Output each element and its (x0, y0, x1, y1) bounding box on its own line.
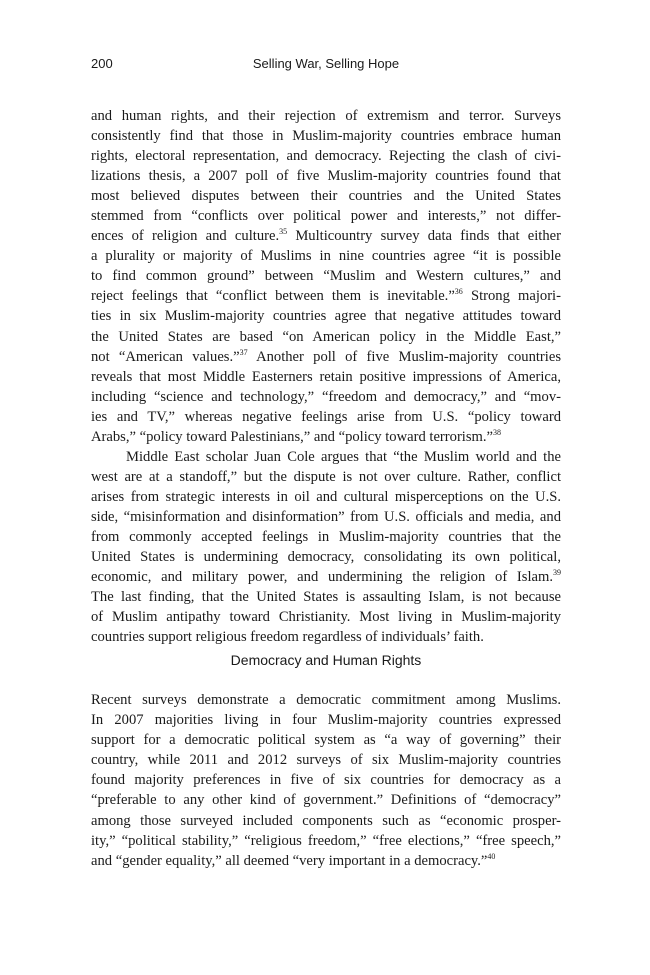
text-line: reveals that most Middle Easterners retain positive impressions of America, (91, 368, 561, 385)
text-line: most believed disputes between their countries and the United States (91, 188, 561, 205)
running-title: Selling War, Selling Hope (252, 56, 400, 71)
text-line: of Muslim antipathy toward Christianity. Most living in Muslim-majority (91, 609, 561, 626)
text-line: side, “misinformation and disinformation” from U.S. officials and media, and (91, 508, 561, 525)
text-line: and human rights, and their rejection of extremism and terror. Surveys (91, 108, 561, 124)
text-line: The last finding, that the United States is assaulting Islam, is not because (91, 589, 561, 606)
text-line: ies and TV,” whereas negative feelings arise from U.S. “policy toward (91, 408, 561, 425)
text-line: In 2007 majorities living in four Muslim-majority countries expressed (91, 712, 561, 729)
section-heading: Democracy and Human Rights (230, 652, 422, 668)
text-line: lizations thesis, a 2007 poll of five Muslim-majority countries found that (91, 168, 561, 185)
note-reference: 38 (493, 427, 502, 437)
paragraph (91, 106, 561, 447)
paragraph (91, 690, 561, 871)
text-line: stemmed from “conflicts over political power and interests,” not differ- (91, 208, 561, 225)
text-line: support for a democratic political system as “a way of governing” their (91, 732, 561, 749)
text-line: west are at a standoff,” but the dispute is not over culture. Rather, conflict (91, 468, 561, 485)
text-line: found majority preferences in five of six countries for democracy as a (91, 772, 561, 789)
text-line: country, while 2011 and 2012 surveys of six Muslim-majority countries (91, 752, 561, 769)
page-number: 200 (91, 56, 113, 71)
text-line: arises from strategic interests in oil and cultural misperceptions on the U.S. (91, 488, 561, 505)
text-line: ity,” “political stability,” “religious freedom,” “free elections,” “free speech,” (91, 832, 561, 849)
text-line: reject feelings that “conflict between them is inevitable.”$^{36}$ Strong majori- (91, 287, 561, 305)
note-reference: 35 (279, 227, 288, 237)
note-reference: 37 (239, 347, 248, 357)
text-line: Middle East scholar Juan Cole argues that “the Muslim world and the (126, 448, 561, 465)
note-reference: 36 (454, 287, 463, 297)
text-line: countries support religious freedom regardless of individuals’ faith. (91, 629, 484, 646)
section-body-text (91, 690, 561, 871)
text-line: the United States are based “on American policy in the Middle East,” (91, 328, 561, 345)
text-line: not “American values.”$^{37}$ Another poll of five Muslim-majority countries (91, 347, 561, 365)
book-page (91, 0, 561, 975)
text-line: rights, electoral representation, and democracy. Rejecting the clash of civi- (91, 148, 561, 165)
text-line: United States is undermining democracy, consolidating its own political, (91, 549, 561, 566)
note-reference: 39 (553, 568, 561, 578)
running-head (91, 56, 561, 76)
text-line: “preferable to any other kind of government.” Definitions of “democracy” (91, 792, 561, 809)
note-reference: 40 (487, 851, 496, 861)
text-line: Arabs,” “policy toward Palestinians,” and “policy toward terrorism.”$^{38}$ (91, 427, 502, 445)
paragraph (91, 447, 561, 647)
text-line: among those surveyed included components such as “economic prosper- (91, 812, 561, 829)
text-line: Recent surveys demonstrate a democratic commitment among Muslims. (91, 692, 561, 708)
text-line: and “gender equality,” all deemed “very important in a democracy.”$^{40}$ (91, 851, 496, 869)
text-line: consistently find that those in Muslim-majority countries embrace human (91, 128, 561, 145)
body-text (91, 106, 561, 647)
text-line: ences of religion and culture.$^{35}$ Multicountry survey data finds that either (91, 227, 561, 245)
text-line: economic, and military power, and undermining the religion of Islam.$^{39}$ (91, 568, 561, 586)
text-line: including “science and technology,” “freedom and democracy,” and “mov- (91, 388, 561, 405)
text-line: from commonly accepted feelings in Muslim-majority countries that the (91, 528, 561, 545)
text-line: ties in six Muslim-majority countries agree that negative attitudes toward (91, 308, 561, 325)
text-line: a plurality or majority of Muslims in nine countries agree “it is possible (91, 248, 561, 265)
text-line: to find common ground” between “Muslim and Western cultures,” and (91, 268, 561, 285)
